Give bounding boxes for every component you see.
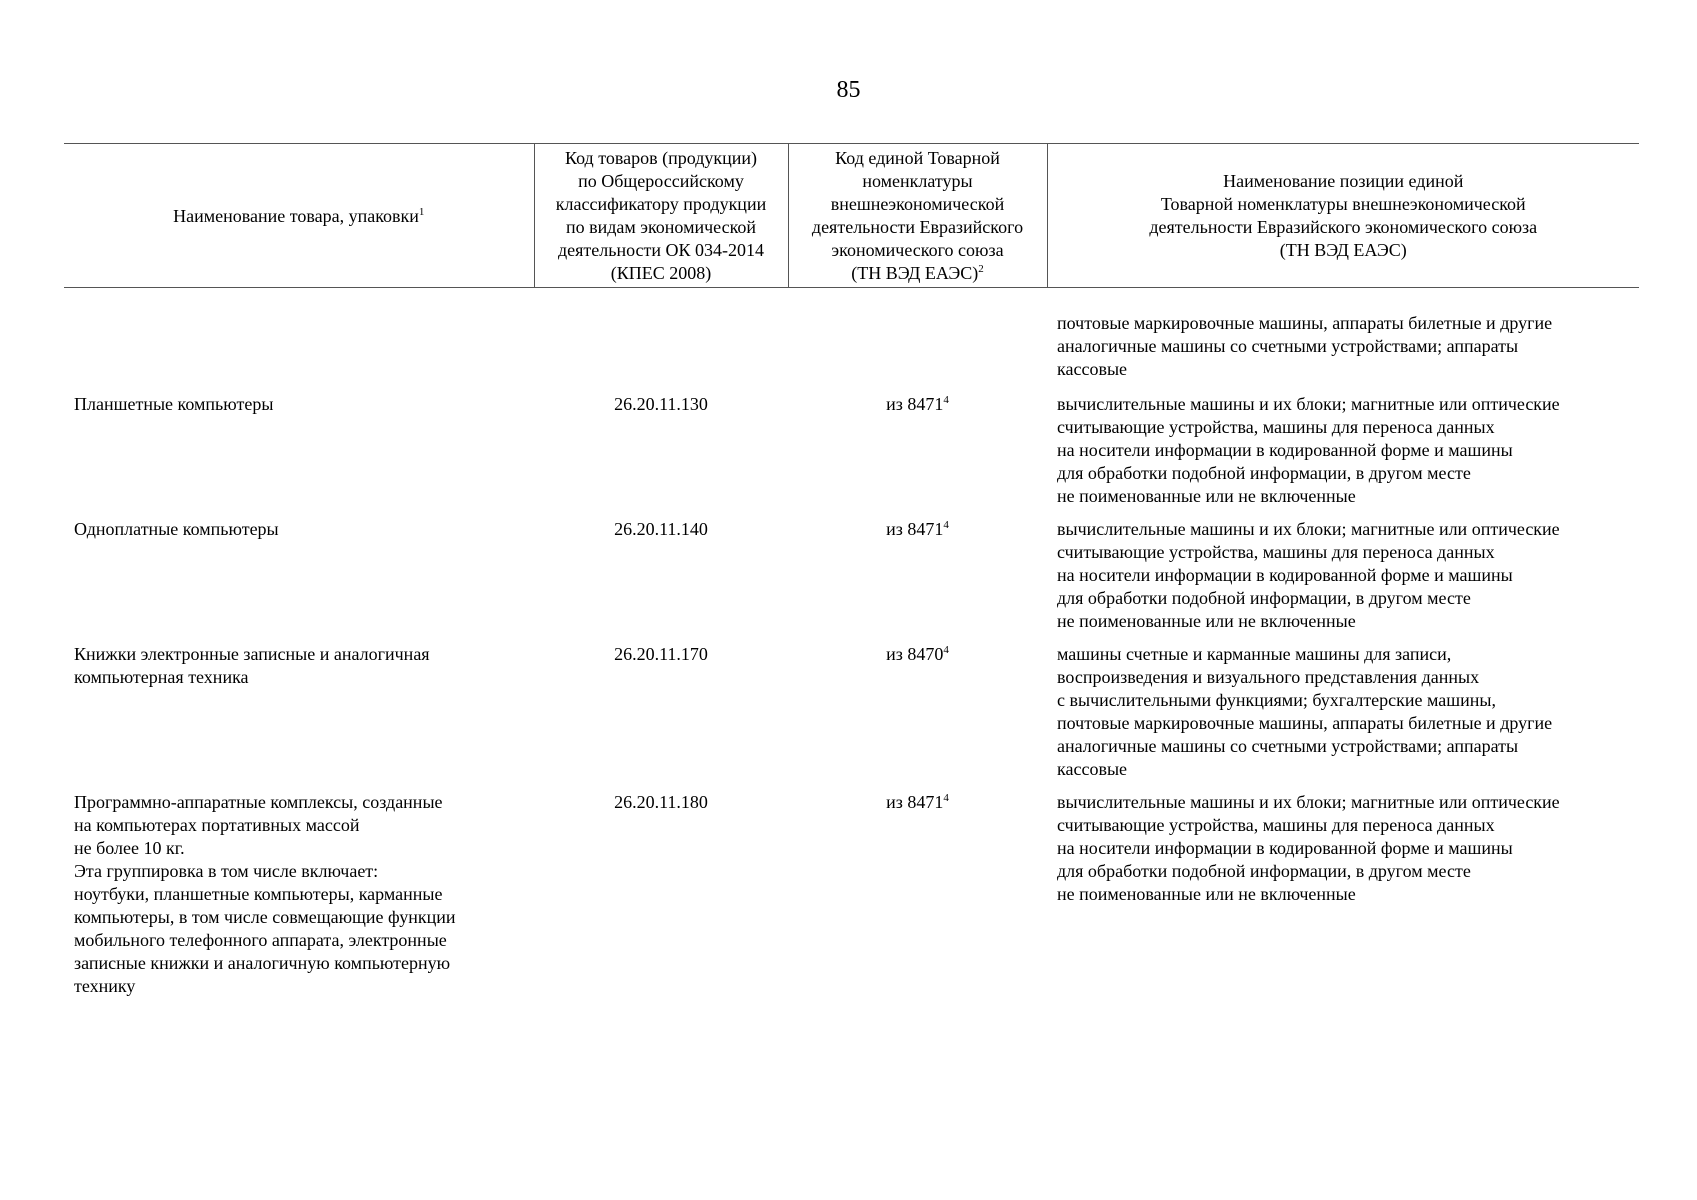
cell-tnved-code <box>788 518 1047 643</box>
cell-okpd-code: 26.20.11.180 <box>614 792 708 812</box>
table-row-continuation <box>64 288 1639 394</box>
cell-tnved-code <box>788 288 1047 394</box>
cell-okpd-code: 26.20.11.130 <box>614 394 708 414</box>
header-goods-name <box>64 144 534 288</box>
cell-tnved-name: вычислительные машины и их блоки; магнитные или оптические считывающие устройства, машины для переноса данных на носители информации в кодированной форме и машины для обработки подобной информации, в другом месте не поименованные или не включенные <box>1057 394 1560 506</box>
tnved-code-text: из 8471 <box>886 792 944 812</box>
tnved-code-text: из 8471 <box>886 394 944 414</box>
cell-tnved-name: почтовые маркировочные машины, аппараты билетные и другие аналогичные машины со счетными устройствами; аппараты кассовые <box>1057 313 1553 379</box>
cell-goods-name: Программно-аппаратные комплексы, созданные на компьютерах портативных массой не более 10 кг. Эта группировка в том числе включает: ноутбуки, планшетные компьютеры, карманные компьютеры, в том числе совмещающие функции мобильного телефонного аппарата, электронные записные книжки и аналогичную компьютерную технику <box>74 792 456 996</box>
footnote-ref-2: 2 <box>978 263 984 275</box>
tnved-code-text: из 8471 <box>886 519 944 539</box>
header-okpd-code: Код товаров (продукции) по Общероссийскому классификатору продукции по видам экономической деятельности ОК 034-2014 (КПЕС 2008) <box>534 144 788 288</box>
table-row <box>64 393 1639 518</box>
footnote-ref-4: 4 <box>943 792 949 804</box>
cell-tnved-name: вычислительные машины и их блоки; магнитные или оптические считывающие устройства, машины для переноса данных на носители информации в кодированной форме и машины для обработки подобной информации, в другом месте не поименованные или не включенные <box>1057 519 1560 631</box>
cell-tnved-name: машины счетные и карманные машины для записи, воспроизведения и визуального представления данных с вычислительными функциями; бухгалтерские машины, почтовые маркировочные машины, аппараты билетные и другие аналогичные машины со счетными устройствами; аппараты кассовые <box>1057 644 1553 779</box>
cell-goods-name: Книжки электронные записные и аналогичная компьютерная техника <box>74 644 430 687</box>
footnote-ref-4: 4 <box>943 644 949 656</box>
cell-goods-name <box>64 288 534 394</box>
header-tnved-name: Наименование позиции единой Товарной номенклатуры внешнеэкономической деятельности Евразийского экономического союза (ТН ВЭД ЕАЭС) <box>1047 144 1639 288</box>
header-tnved-code-text: Код единой Товарной номенклатуры внешнеэкономической деятельности Евразийского экономического союза (ТН ВЭД ЕАЭС) <box>811 148 1024 283</box>
goods-table <box>64 143 1639 1008</box>
cell-tnved-name: вычислительные машины и их блоки; магнитные или оптические считывающие устройства, машины для переноса данных на носители информации в кодированной форме и машины для обработки подобной информации, в другом месте не поименованные или не включенные <box>1057 792 1560 904</box>
cell-tnved-code <box>788 643 1047 791</box>
cell-okpd-code: 26.20.11.170 <box>614 644 708 664</box>
footnote-ref-4: 4 <box>943 394 949 406</box>
table-header-row <box>64 144 1639 288</box>
header-goods-name-text: Наименование товара, упаковки <box>173 205 419 226</box>
page-number: 85 <box>836 77 861 103</box>
cell-goods-name: Одноплатные компьютеры <box>74 519 279 539</box>
table-row <box>64 518 1639 643</box>
footnote-ref-1: 1 <box>418 205 425 218</box>
table-row <box>64 791 1639 1008</box>
tnved-code-text: из 8470 <box>886 644 944 664</box>
cell-okpd-code <box>534 288 788 394</box>
cell-tnved-code <box>788 791 1047 1008</box>
header-tnved-code <box>788 144 1047 288</box>
cell-tnved-code <box>788 393 1047 518</box>
table-row <box>64 643 1639 791</box>
cell-okpd-code: 26.20.11.140 <box>614 519 708 539</box>
cell-goods-name: Планшетные компьютеры <box>74 394 274 414</box>
footnote-ref-4: 4 <box>943 519 949 531</box>
